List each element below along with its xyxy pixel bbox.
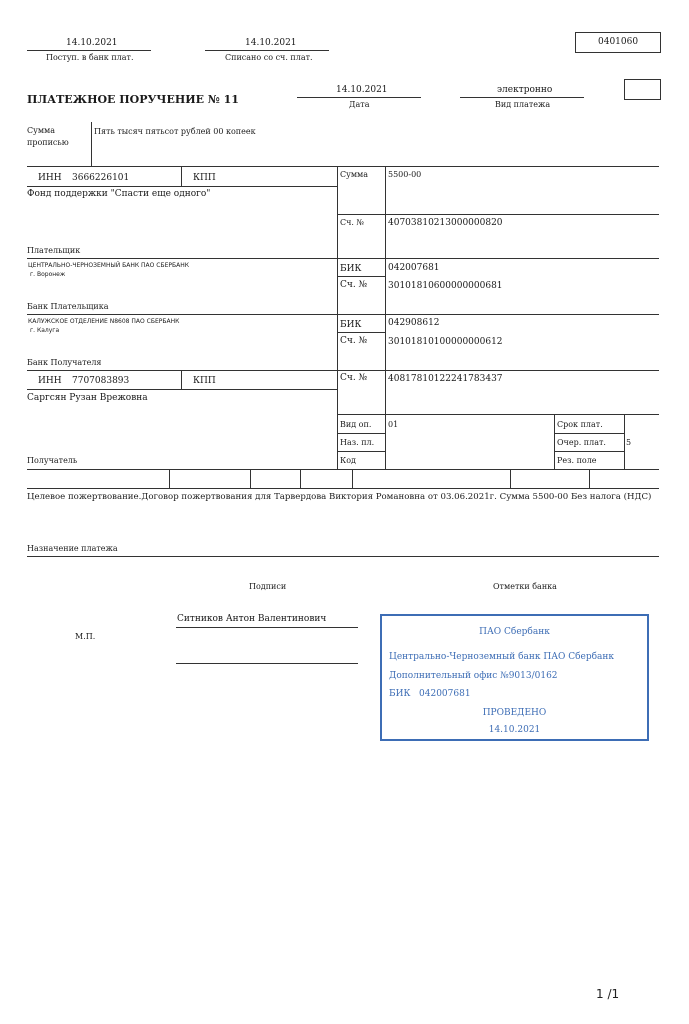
payer-account-label: Сч. № — [340, 218, 365, 227]
payer-bank-bik: 042007681 — [388, 263, 440, 273]
order-date-label: Дата — [349, 100, 370, 109]
tax-cell-divider-4 — [352, 469, 353, 488]
tax-cell-divider-1 — [169, 469, 170, 488]
naz-pl-label: Наз. пл. — [340, 438, 375, 447]
srok-label: Срок плат. — [557, 420, 603, 429]
sum-underline — [337, 214, 659, 215]
amount-words-label-1: Сумма — [27, 126, 56, 135]
payee-inn-kpp-divider — [181, 370, 182, 389]
vid-op-underline — [337, 433, 385, 434]
payer-inn-underline — [27, 186, 337, 187]
vid-op-label: Вид оп. — [340, 420, 372, 429]
payer-kpp-label: КПП — [193, 173, 216, 183]
tax-cell-divider-5 — [510, 469, 511, 488]
payee-bank-label: Банк Получателя — [27, 358, 102, 367]
payee-kpp-label: КПП — [193, 376, 216, 386]
page-counter: 1 /1 — [596, 987, 620, 1001]
debited-date: 14.10.2021 — [245, 38, 297, 48]
grid-line-payee — [27, 469, 659, 470]
grid-line-payer-bank — [27, 314, 659, 315]
grid-line-payer — [27, 258, 659, 259]
naz-pl-underline — [337, 451, 385, 452]
payer-bank-label: Банк Плательщика — [27, 302, 109, 311]
payee-label: Получатель — [27, 456, 78, 465]
payee-bank-bik: 042908612 — [388, 318, 440, 328]
payer-sum-label: Сумма — [340, 170, 369, 179]
order-date-line — [297, 97, 421, 98]
amount-words-value: Пять тысяч пятьсот рублей 00 копеек — [94, 127, 256, 136]
payee-name: Саргсян Рузан Врежовна — [27, 393, 148, 403]
stamp-office: Дополнительный офис №9013/0162 — [389, 671, 558, 681]
stamp-date: 14.10.2021 — [488, 725, 541, 735]
tax-cell-divider-2 — [250, 469, 251, 488]
rez-label: Рез. поле — [557, 456, 597, 465]
payment-type-label: Вид платежа — [495, 100, 551, 109]
signature-line-2 — [176, 663, 358, 664]
details-divider-c — [554, 414, 555, 469]
amount-words-divider — [91, 122, 92, 166]
payee-bank-bik-underline — [337, 332, 385, 333]
debited-date-line — [205, 50, 329, 51]
tax-cell-divider-6 — [589, 469, 590, 488]
payee-bank-city: г. Калуга — [30, 327, 60, 334]
payee-bank-account: 30101810100000000612 — [388, 337, 503, 347]
received-date-line — [27, 50, 151, 51]
payer-bank-account-label: Сч. № — [340, 280, 368, 290]
payer-account: 40703810213000000820 — [388, 218, 503, 228]
payer-bank-bik-underline — [337, 276, 385, 277]
received-date: 14.10.2021 — [66, 38, 118, 48]
stamp-bank: ПАО Сбербанк — [479, 627, 550, 637]
bank-stamp — [380, 614, 649, 741]
payee-bank-account-label: Сч. № — [340, 336, 368, 346]
payee-inn: 7707083893 — [72, 376, 130, 386]
right-col-divider-b — [385, 166, 386, 469]
payer-label: Плательщик — [27, 246, 81, 255]
payee-inn-underline — [27, 389, 337, 390]
blank-code-box — [624, 79, 661, 100]
grid-line-tax — [27, 488, 659, 489]
payer-inn-kpp-divider — [181, 166, 182, 186]
bank-marks-label: Отметки банка — [493, 582, 557, 591]
ocher-underline — [554, 451, 624, 452]
stamp-bik: БИК 042007681 — [389, 689, 471, 699]
payee-inn-label: ИНН — [38, 376, 62, 386]
mp-label: М.П. — [75, 632, 96, 641]
payer-bank-name: ЦЕНТРАЛЬНО-ЧЕРНОЗЕМНЫЙ БАНК ПАО СБЕРБАНК — [28, 262, 190, 269]
tax-cell-divider-3 — [300, 469, 301, 488]
order-date: 14.10.2021 — [336, 85, 388, 95]
vid-op-value: 01 — [388, 420, 399, 429]
payment-type-line — [460, 97, 584, 98]
grid-line-payee-account — [337, 414, 659, 415]
signature-line-1 — [176, 627, 358, 628]
payer-sum: 5500-00 — [388, 170, 422, 179]
payee-bank-bik-label: БИК — [340, 320, 362, 330]
document-title: ПЛАТЕЖНОЕ ПОРУЧЕНИЕ № 11 — [27, 93, 239, 106]
form-code: 0401060 — [598, 37, 639, 47]
payer-bank-city: г. Воронеж — [30, 271, 66, 278]
srok-underline — [554, 433, 624, 434]
purpose-underline — [27, 556, 659, 557]
signer-name: Ситников Антон Валентинович — [177, 614, 327, 624]
grid-line-payee-bank — [27, 370, 659, 371]
purpose-label: Назначение платежа — [27, 544, 118, 553]
signatures-label: Подписи — [249, 582, 287, 591]
ocher-label: Очер. плат. — [557, 438, 606, 447]
payee-account: 40817810122241783437 — [388, 374, 503, 384]
payer-inn: 3666226101 — [72, 173, 130, 183]
received-label: Поступ. в банк плат. — [46, 53, 134, 62]
payer-inn-label: ИНН — [38, 173, 62, 183]
ocher-value: 5 — [626, 438, 632, 447]
payer-bank-bik-label: БИК — [340, 264, 362, 274]
payer-name: Фонд поддержки "Спасти еще одного" — [27, 189, 211, 199]
payer-bank-account: 30101810600000000681 — [388, 281, 503, 291]
details-divider-d — [624, 414, 625, 469]
stamp-branch: Центрально-Черноземный банк ПАО Сбербанк — [389, 652, 615, 662]
debited-label: Списано со сч. плат. — [225, 53, 313, 62]
stamp-status: ПРОВЕДЕНО — [482, 708, 547, 718]
purpose-text: Целевое пожертвование.Договор пожертвования для Тарвердова Виктория Романовна от 03.06.2021г. Сумма 5500-00 Без налога (НДС) — [27, 492, 652, 502]
payee-account-label: Сч. № — [340, 373, 368, 383]
kod-label: Код — [340, 456, 356, 465]
grid-line-amount — [27, 166, 659, 167]
payee-bank-name: КАЛУЖСКОЕ ОТДЕЛЕНИЕ N8608 ПАО СБЕРБАНК — [28, 318, 180, 325]
amount-words-label-2: прописью — [27, 138, 69, 147]
right-col-divider-a — [337, 166, 338, 469]
payment-type: электронно — [497, 85, 553, 95]
